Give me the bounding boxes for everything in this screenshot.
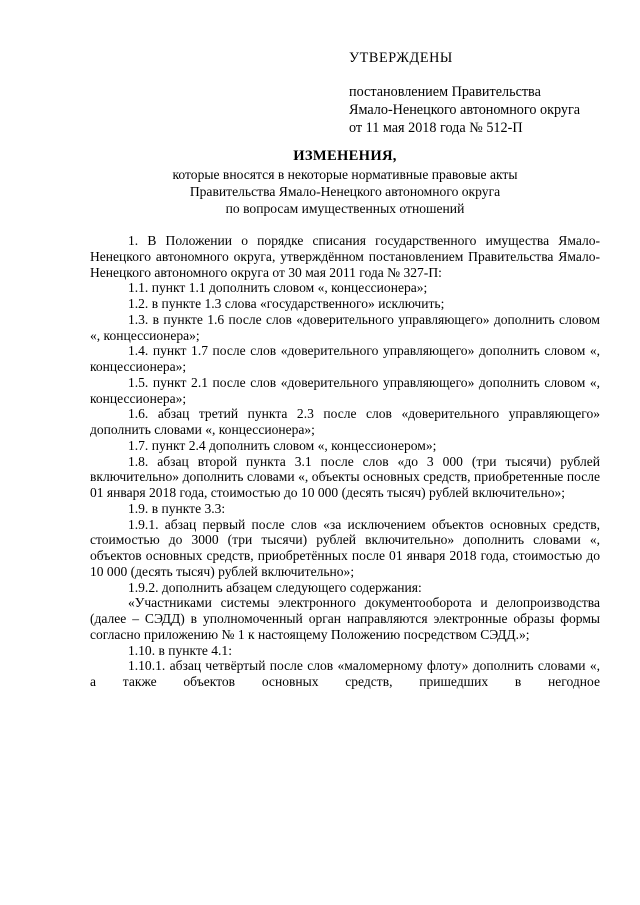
paragraph: 1.3. в пункте 1.6 после слов «доверительного управляющего» дополнить словом «, концессионера»;: [90, 311, 600, 343]
paragraph: 1.9.2. дополнить абзацем следующего содержания:: [128, 579, 422, 595]
heading-line: которые вносятся в некоторые нормативные правовые акты: [172, 167, 518, 182]
paragraph: 1.10. в пункте 4.1:: [128, 642, 232, 658]
paragraph: 1.9.1. абзац первый после слов «за исключением объектов основных средств, стоимостью до 3000 (три тысячи) рублей включительно» дополнить словами «, объектов основных средств, приобретённых после 01 января 2018 года, стоимостью до 10 000 (десять тысяч) рублей включительно»;: [90, 516, 600, 579]
paragraph: 1.6. абзац третий пункта 2.3 после слов «доверительного управляющего» дополнить словами «, концессионера»;: [90, 406, 600, 437]
approval-title: УТВЕРЖДЕНЫ: [349, 50, 453, 66]
document-body: [90, 233, 600, 690]
heading-title: ИЗМЕНЕНИЯ,: [293, 148, 397, 164]
paragraph: 1.2. в пункте 1.3 слова «государственного» исключить;: [128, 296, 445, 311]
paragraph: 1.7. пункт 2.4 дополнить словом «, концессионером»;: [128, 437, 437, 453]
paragraph: 1.4. пункт 1.7 после слов «доверительного управляющего» дополнить словом «, концессионера»;: [90, 343, 600, 374]
paragraph: «Участниками системы электронного документооборота и делопроизводства (далее – СЭДД) в уполномоченный орган направляются электронные образы формы согласно приложению № 1 к настоящему Положению посредством СЭДД.»;: [90, 595, 600, 642]
heading-line: Правительства Ямало-Ненецкого автономного округа: [189, 184, 501, 199]
paragraph: 1.5. пункт 2.1 после слов «доверительного управляющего» дополнить словом «, концессионера»;: [90, 374, 600, 406]
heading-line: по вопросам имущественных отношений: [225, 201, 465, 216]
document-heading: [90, 148, 600, 217]
approval-line: от 11 мая 2018 года № 512-П: [349, 120, 523, 136]
paragraph: 1.1. пункт 1.1 дополнить словом «, концессионера»;: [128, 280, 428, 296]
paragraph: 1.10.1. абзац четвёртый после слов «маломерному флоту» дополнить словами «, а также объектов основных средств, пришедших в негодное: [90, 658, 600, 689]
paragraph: 1.8. абзац второй пункта 3.1 после слов «до 3 000 (три тысячи) рублей включительно» дополнить словами «, объекты основных средств, приобретенные после 01 января 2018 года, стоимостью до 10 000 (десять тысяч) рублей включительно»;: [90, 453, 600, 500]
approval-line: постановлением Правительства: [349, 84, 541, 100]
paragraph: 1. В Положении о порядке списания государственного имущества Ямало-Ненецкого автономного округа, утверждённом постановлением Правительства Ямало-Ненецкого автономного округа от 30 мая 2011 года № 327-П:: [90, 233, 600, 280]
approval-stamp: [349, 49, 580, 137]
approval-line: Ямало-Ненецкого автономного округа: [349, 102, 581, 118]
paragraph: 1.9. в пункте 3.3:: [128, 500, 226, 516]
